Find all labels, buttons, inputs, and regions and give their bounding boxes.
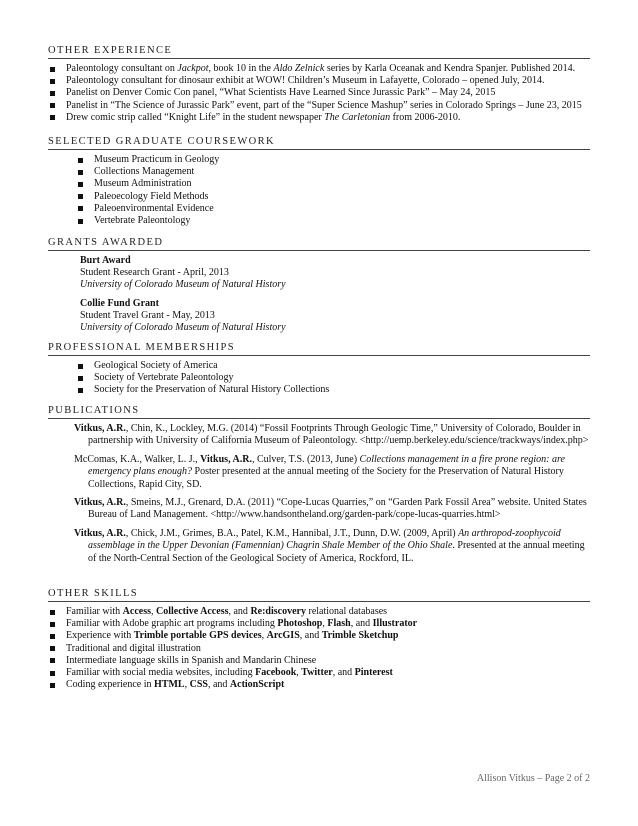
grant-organization: University of Colorado Museum of Natural History [80,279,286,291]
text-run: , and [228,606,251,617]
text-run: McComas, K.A., Walker, L. J., [74,453,201,465]
grant-name: Collie Fund Grant [80,297,159,309]
text-run: , and [350,618,373,630]
grant-description: Student Travel Grant - May, 2013 [80,309,215,321]
italic-run: Jackpot [177,63,209,74]
memberships-list [48,360,590,397]
grants-section [48,236,590,340]
grants-list [48,255,590,334]
bold-run: Vitkus, A.R. [200,453,252,465]
grant-entry [48,255,590,292]
list-item: Museum Administration [48,178,590,190]
list-item: Geological Society of America [48,360,590,372]
list-item [48,655,590,667]
publication-entry [54,528,590,565]
list-item: Collections Management [48,166,590,178]
section-title: PROFESSIONAL MEMBERSHIPS [48,341,590,356]
publication-entry [54,497,590,522]
text-run: Familiar with social media websites, including [66,667,256,679]
text-run: , [151,606,156,617]
bold-run: HTML [154,679,185,691]
list-item [48,606,590,618]
text-run: Traditional and digital illustration [66,642,201,654]
text-run: , book 10 in the [208,63,274,74]
other-experience-section [48,44,590,124]
italic-run: The Carletonian [324,111,391,123]
text-run: Paleontology consultant on [66,63,178,74]
list-item: Museum Practicum in Geology [48,154,590,166]
bold-run: Trimble portable GPS devices [133,630,262,642]
list-item: Vertebrate Paleontology [48,215,590,227]
italic-run: Collections management in a fire prone region: are emergency plans enough? [88,453,565,478]
coursework-section [48,135,590,227]
list-item: Society of Vertebrate Paleontology [48,372,590,384]
text-run: , and [299,630,322,642]
publications-list [48,423,590,565]
list-item [48,63,590,75]
bold-run: ActionScript [229,679,285,691]
text-run: Intermediate language skills in Spanish and Mandarin Chinese [66,654,317,666]
text-run: , and [207,679,230,691]
bold-run: Twitter [301,667,333,679]
experience-list [48,63,590,124]
publications-section [48,404,590,571]
section-title: OTHER SKILLS [48,587,590,602]
publication-entry [54,454,590,491]
text-run: Poster presented at the annual meeting of the Society for the Preservation of Natural History Collections, Rapid City, SD. [88,466,564,490]
text-run: , Culver, T.S. (2013, June) [251,453,360,465]
bold-run: Facebook [255,667,297,679]
bold-run: Illustrator [372,618,418,630]
text-run: from 2006-2010. [390,111,461,123]
text-run: Panelist on Denver Comic Con panel, “What Scientists Have Learned Since Jurassic Park” – May 24, 2015 [66,87,496,99]
text-run: Experience with [66,630,134,642]
section-title: SELECTED GRADUATE COURSEWORK [48,135,590,150]
text-run: , Chick, J.M., Grimes, B.A., Patel, K.M., Hannibal, J.T., Dunn, D.W. (2009, April) [125,527,459,539]
list-item [48,667,590,679]
text-run: , [184,679,190,691]
text-run: , Smeins, M.J., Grenard, D.A. (2011) “Cope-Lucas Quarries,” on “Garden Park Fossil Area” website. United States Bureau of Land Management. <http://www.handsontheland.org/garden-park/cope-lucas-quarries.html> [88,497,587,521]
list-item [48,87,590,99]
italic-run: An arthropod-zoophycoid assemblage in the Upper Devonian (Famennian) Chagrin Shale Member of the Ohio Shale [88,527,561,552]
skills-section [48,587,590,691]
bold-run: Vitkus, A.R. [74,497,126,509]
list-item [48,630,590,642]
text-run: series by Karla Oceanak and Kendra Spanjer. Published 2014. [324,63,576,74]
bold-run: Pinterest [354,667,393,679]
text-run: Familiar with [66,606,123,617]
coursework-list [48,154,590,227]
grant-description: Student Research Grant - April, 2013 [80,267,229,279]
memberships-section [48,341,590,397]
grant-entry [48,298,590,335]
text-run: Paleontology consultant for dinosaur exhibit at WOW! Children’s Museum in Lafayette, Colorado – opened July, 2014. [66,75,545,87]
bold-run: Vitkus, A.R. [74,423,126,434]
bold-run: Vitkus, A.R. [74,527,126,539]
grant-organization: University of Colorado Museum of Natural History [80,322,286,334]
text-run: , [261,630,267,642]
text-run: relational databases [305,606,388,617]
bold-run: ArcGIS [266,630,300,642]
text-run: , and [332,667,355,679]
list-item [48,618,590,630]
list-item: Paleoecology Field Methods [48,191,590,203]
list-item [48,112,590,124]
text-run: , [296,667,302,679]
bold-run: Access [122,606,151,617]
bold-run: CSS [189,679,208,691]
grant-name: Burt Award [80,255,131,266]
italic-run: Aldo Zelnick [273,63,325,74]
text-run: Familiar with Adobe graphic art programs including [66,618,278,630]
bold-run: Flash [327,618,351,630]
bold-run: Trimble Sketchup [321,630,399,642]
page-footer: Allison Vitkus – Page 2 of 2 [476,773,590,784]
text-run: , Chin, K., Lockley, M.G. (2014) “Fossil Footprints Through Geologic Time,” University of Colorado, Boulder in partnership with University of California Museum of Paleontology. <http://uemp.berkeley.edu/science/trackways/index.php> [88,423,589,447]
section-title: GRANTS AWARDED [48,236,590,251]
text-run: Panelist in “The Science of Jurassic Park” event, part of the “Super Science Mashup” series in Colorado Springs – June 23, 2015 [66,99,582,111]
list-item [48,643,590,655]
list-item [48,679,590,691]
text-run: Drew comic strip called “Knight Life” in the student newspaper [66,111,325,123]
publication-entry [54,423,590,448]
bold-run: Re:discovery [250,606,306,617]
bold-run: Photoshop [277,618,323,630]
section-title: PUBLICATIONS [48,404,590,419]
text-run: . Presented at the annual meeting of the North-Central Section of the Geological Society of America, Rockford, IL. [88,540,585,564]
text-run: , [322,618,328,630]
list-item [48,100,590,112]
skills-list [48,606,590,691]
list-item [48,75,590,87]
list-item: Society for the Preservation of Natural History Collections [48,384,590,396]
list-item: Paleoenvironmental Evidence [48,203,590,215]
bold-run: Collective Access [156,606,229,617]
text-run: Coding experience in [66,679,155,691]
section-title: OTHER EXPERIENCE [48,44,590,59]
